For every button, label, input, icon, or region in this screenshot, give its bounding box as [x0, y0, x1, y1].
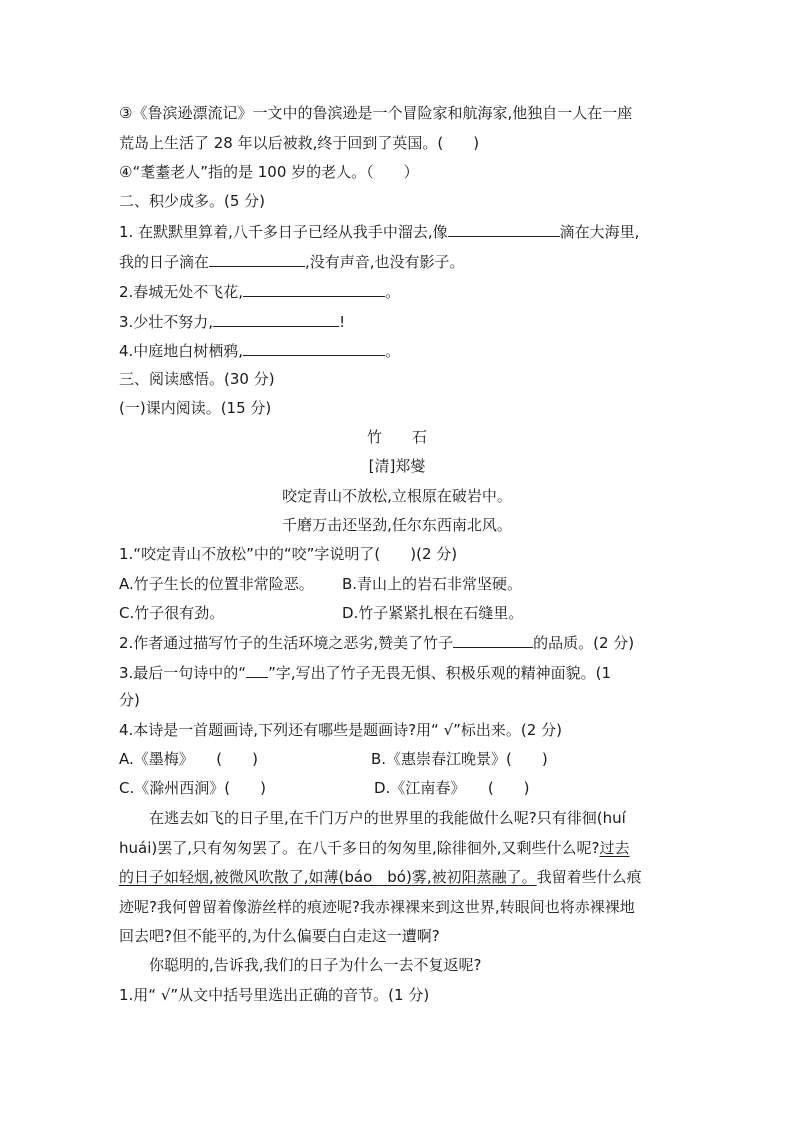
poem-line2: 千磨万击还坚劲,任尔东西南北风。: [282, 516, 512, 534]
passage-p1-line1: 在逃去如飞的日子里,在千门万户的世界里的我能做什么呢?只有徘徊(huí: [149, 809, 626, 827]
q4-option-a[interactable]: A.《墨梅》 ( ): [119, 750, 258, 768]
reading-q1-options-row1: [119, 574, 523, 594]
reading-q4-options-row1: [119, 749, 548, 769]
underlined-phrase: 过去: [599, 839, 630, 857]
item1-text-a: 1. 在默默里算着,八千多日子已经从我手中溜去,像: [119, 223, 448, 241]
q3-text-a: 3.最后一句诗中的“: [119, 664, 247, 682]
q4-line1: ④“耄耋老人”指的是 100 岁的老人。（ ）: [119, 163, 419, 181]
passage-p1-line5: 回去吧?但不能平的,为什么偏要白白走这一遭啊?: [119, 927, 440, 945]
reading-q4-options-row2: [119, 778, 530, 798]
section2-item2: [119, 281, 400, 301]
section3-part1-title: (一)课内阅读。(15 分): [119, 399, 272, 417]
section2-item1-line2: [119, 251, 465, 271]
item3-text-a: 3.少壮不努力,: [119, 313, 214, 331]
answer-blank[interactable]: [209, 251, 305, 267]
q3-line1: ③《鲁滨逊漂流记》一文中的鲁滨逊是一个冒险家和航海家,他独自一人在一座: [119, 104, 633, 122]
reading-q1: 1.“咬定青山不放松”中的“咬”字说明了( )(2 分): [119, 545, 458, 563]
answer-blank[interactable]: [453, 632, 533, 648]
section2-item1-line1: [119, 221, 639, 241]
section2-item4: [119, 340, 400, 360]
option-c[interactable]: C.竹子很有劲。: [119, 604, 225, 622]
item4-text-b: 。: [385, 342, 401, 360]
passage-text: 我留着些什么痕: [536, 868, 642, 886]
passage-p1-line4: 迹呢?我何曾留着像游丝样的痕迹呢?我赤裸裸来到这世界,转眼间也将赤裸裸地: [119, 898, 635, 916]
reading-q1-options-row2: [119, 603, 524, 623]
underlined-phrase: 的日子如轻烟,被微风吹散了,如薄(báo bó)雾,被初阳蒸融了。: [119, 868, 537, 886]
poem-author: [清]郑燮: [368, 457, 426, 475]
reading-q3-line2: 分): [119, 691, 140, 709]
option-a[interactable]: A.竹子生长的位置非常险恶。: [119, 575, 314, 593]
q4-option-d[interactable]: D.《江南春》 ( ): [374, 779, 530, 797]
section3-title: 三、阅读感悟。(30 分): [119, 370, 275, 388]
answer-blank[interactable]: [243, 281, 385, 297]
q2-text-a: 2.作者通过描写竹子的生活环境之恶劣,赞美了竹子: [119, 634, 454, 652]
q4-option-c[interactable]: C.《滁州西涧》( ): [119, 779, 266, 797]
answer-blank[interactable]: [213, 311, 339, 327]
passage-p1-line3: [119, 867, 642, 887]
item2-text-a: 2.春城无处不飞花,: [119, 283, 244, 301]
section2-title: 二、积少成多。(5 分): [119, 192, 266, 210]
passage-q1: 1.用“ √”从文中括号里选出正确的音节。(1 分): [119, 986, 430, 1004]
answer-blank[interactable]: [246, 662, 268, 678]
item2-text-b: 。: [385, 283, 401, 301]
reading-q2: [119, 632, 634, 652]
answer-blank[interactable]: [448, 221, 560, 237]
reading-q4: 4.本诗是一首题画诗,下列还有哪些是题画诗?用“ √”标出来。(2 分): [119, 721, 562, 739]
poem-title: 竹 石: [366, 428, 427, 446]
passage-p2: 你聪明的,告诉我,我们的日子为什么一去不复返呢?: [149, 956, 482, 974]
passage-p1-line2: [119, 838, 630, 858]
item3-text-b: !: [339, 313, 346, 331]
poem-line1: 咬定青山不放松,立根原在破岩中。: [282, 487, 512, 505]
passage-text: huái)罢了,只有匆匆罢了。在八千多日的匆匆里,除徘徊外,又剩些什么呢?: [119, 839, 600, 857]
q2-text-b: 的品质。(2 分): [533, 634, 635, 652]
q4-option-b[interactable]: B.《惠崇春江晚景》( ): [371, 750, 548, 768]
q3-line2: 荒岛上生活了 28 年以后被救,终于回到了英国。( ): [119, 134, 480, 152]
q3-text-b: ”字,写出了竹子无畏无惧、积极乐观的精神面貌。(1: [268, 664, 612, 682]
option-d[interactable]: D.竹子紧紧扎根在石缝里。: [342, 604, 524, 622]
item1-text-d: ,没有声音,也没有影子。: [305, 253, 465, 271]
item1-text-c: 我的日子滴在: [119, 253, 210, 271]
section2-item3: [119, 311, 345, 331]
reading-q3-line1: [119, 662, 611, 682]
item4-text-a: 4.中庭地白树栖鸦,: [119, 342, 244, 360]
item1-text-b: 滴在大海里,: [559, 223, 640, 241]
answer-blank[interactable]: [243, 340, 385, 356]
option-b[interactable]: B.青山上的岩石非常坚硬。: [342, 575, 523, 593]
